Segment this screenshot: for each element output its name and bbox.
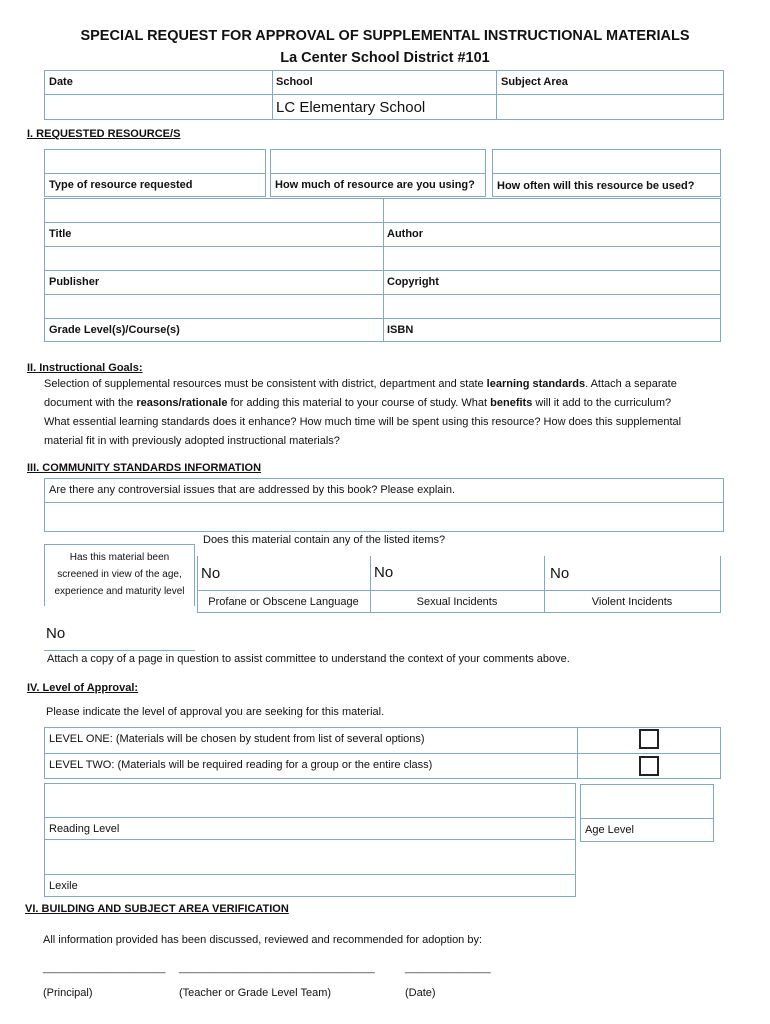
controversial-issues-label: Are there any controversial issues that are addressed by this book? Please explain. — [49, 484, 456, 496]
section-4-heading: IV. Level of Approval: — [27, 682, 139, 694]
signature-date-label: (Date) — [405, 987, 436, 999]
level-one-label: LEVEL ONE: (Materials will be chosen by student from list of several options) — [49, 733, 425, 745]
subject-area-field[interactable] — [497, 95, 723, 119]
listed-items-question: Does this material contain any of the listed items? — [203, 534, 446, 546]
title-field[interactable] — [45, 199, 382, 221]
isbn-field[interactable] — [384, 295, 720, 317]
grade-level-field[interactable] — [45, 295, 382, 317]
publisher-label: Publisher — [49, 276, 100, 288]
attach-page-note: Attach a copy of a page in question to assist committee to understand the context of your comments above. — [47, 653, 570, 665]
level-two-checkbox[interactable] — [639, 756, 659, 776]
approval-instruction: Please indicate the level of approval you are seeking for this material. — [46, 706, 385, 718]
profane-language-label: Profane or Obscene Language — [208, 596, 359, 608]
copyright-label: Copyright — [387, 276, 439, 288]
form-title: SPECIAL REQUEST FOR APPROVAL OF SUPPLEMENTAL INSTRUCTIONAL MATERIALS — [80, 28, 690, 44]
school-label: School — [276, 76, 313, 88]
level-two-label: LEVEL TWO: (Materials will be required reading for a group or the entire class) — [49, 759, 433, 771]
teacher-label: (Teacher or Grade Level Team) — [179, 987, 332, 999]
section-3-heading: III. COMMUNITY STANDARDS INFORMATION — [27, 462, 262, 474]
type-of-resource-label: Type of resource requested — [49, 179, 193, 191]
date-signature-line[interactable]: ______________ — [405, 962, 491, 974]
sexual-incidents-answer[interactable]: No — [374, 564, 394, 581]
violent-incidents-answer[interactable]: No — [550, 565, 570, 582]
grade-level-label: Grade Level(s)/Course(s) — [49, 324, 180, 336]
school-field[interactable]: LC Elementary School — [276, 99, 426, 116]
isbn-label: ISBN — [387, 324, 414, 336]
amount-of-resource-label: How much of resource are you using? — [275, 179, 475, 191]
sexual-incidents-label: Sexual Incidents — [416, 596, 498, 608]
section-6-heading: VI. BUILDING AND SUBJECT AREA VERIFICATION — [25, 903, 289, 915]
age-level-label: Age Level — [585, 824, 634, 836]
district-name: La Center School District #101 — [280, 50, 490, 66]
author-field[interactable] — [384, 199, 720, 221]
publisher-field[interactable] — [45, 247, 382, 269]
instructional-goals-text: Selection of supplemental resources must be consistent with district, department and state learning standards. Attach a separate document with the reasons/rationale for adding this material to your course of study. What benefits will it add to the curriculum? What essential learning standards does it enhance? How much time will be spent using this resource? How does this supplemental material fit in with previously adopted instructional materials? — [44, 378, 682, 447]
verification-statement: All information provided has been discussed, reviewed and recommended for adoption by: — [43, 934, 483, 946]
lexile-field[interactable] — [44, 840, 576, 897]
date-field[interactable] — [45, 95, 271, 119]
author-label: Author — [387, 228, 424, 240]
frequency-label: How often will this resource be used? — [497, 180, 695, 192]
subject-area-label: Subject Area — [501, 76, 568, 88]
level-one-checkbox[interactable] — [639, 729, 659, 749]
date-label: Date — [49, 76, 73, 88]
profane-language-answer[interactable]: No — [201, 565, 221, 582]
principal-signature-line[interactable]: ____________________ — [43, 962, 166, 974]
lexile-label: Lexile — [49, 880, 78, 892]
reading-level-label: Reading Level — [49, 823, 120, 835]
copyright-field[interactable] — [384, 247, 720, 269]
violent-incidents-label: Violent Incidents — [591, 596, 673, 608]
section-1-heading: I. REQUESTED RESOURCE/S — [27, 128, 181, 140]
reading-level-field[interactable] — [44, 783, 576, 840]
section-2-heading: II. Instructional Goals: — [27, 362, 143, 374]
title-label: Title — [49, 228, 72, 240]
teacher-signature-line[interactable]: ________________________________ — [179, 962, 375, 974]
screened-answer[interactable]: No — [46, 625, 66, 642]
principal-label: (Principal) — [43, 987, 93, 999]
screened-question-text: Has this material been screened in view of the age, experience and maturity level — [54, 552, 185, 597]
